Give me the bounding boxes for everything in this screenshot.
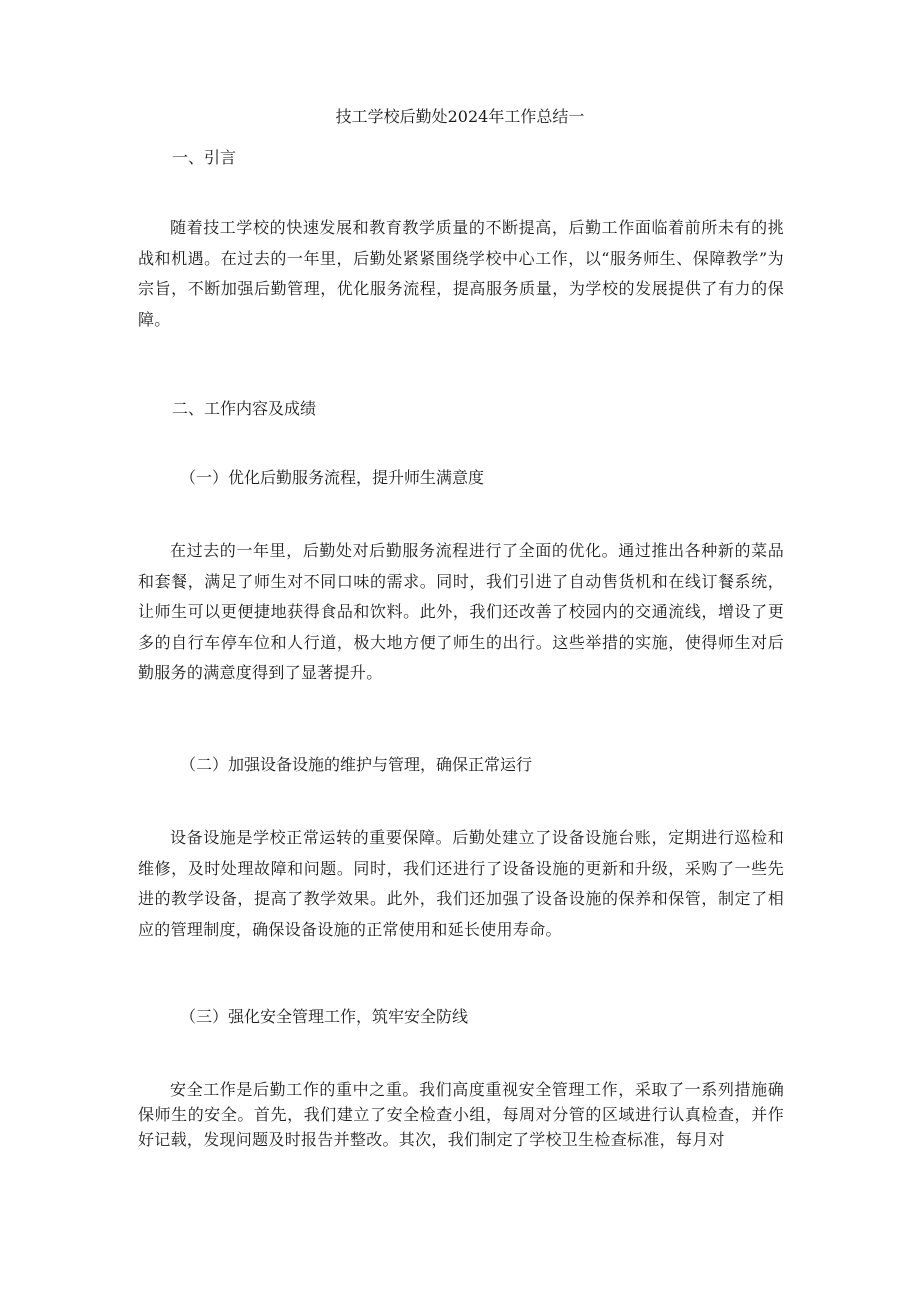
section-heading-introduction: 一、引言 <box>172 148 237 167</box>
section-heading-work-content: 二、工作内容及成绩 <box>172 399 317 418</box>
subsection-heading-service-process: （一）优化后勤服务流程，提升师生满意度 <box>180 468 485 487</box>
safety-management-paragraph: 安全工作是后勤工作的重中之重。我们高度重视安全管理工作，采取了一系列措施确保师生的安全。首先，我们建立了安全检查小组，每周对分管的区域进行认真检查，并作好记载，发现问题及时报告并整改。其次，我们制定了学校卫生检查标准，每月对 <box>138 1080 784 1149</box>
subsection-heading-facility-maintenance: （二）加强设备设施的维护与管理，确保正常运行 <box>180 755 533 774</box>
facility-maintenance-paragraph: 设备设施是学校正常运转的重要保障。后勤处建立了设备设施台账，定期进行巡检和维修，及时处理故障和问题。同时，我们还进行了设备设施的更新和升级，采购了一些先进的教学设备，提高了教学效果。此外，我们还加强了设备设施的保养和保管，制定了相应的管理制度，确保设备设施的正常使用和延长使用寿命。 <box>138 828 784 939</box>
document-title: 技工学校后勤处2024年工作总结一 <box>335 107 585 126</box>
subsection-heading-safety-management: （三）强化安全管理工作，筑牢安全防线 <box>180 1007 469 1026</box>
service-process-paragraph: 在过去的一年里，后勤处对后勤服务流程进行了全面的优化。通过推出各种新的菜品和套餐，满足了师生对不同口味的需求。同时，我们引进了自动售货机和在线订餐系统，让师生可以更便捷地获得食品和饮料。此外，我们还改善了校园内的交通流线，增设了更多的自行车停车位和人行道，极大地方便了师生的出行。这些举措的实施，使得师生对后勤服务的满意度得到了显著提升。 <box>138 541 784 682</box>
introduction-paragraph: 随着技工学校的快速发展和教育教学质量的不断提高，后勤工作面临着前所未有的挑战和机遇。在过去的一年里，后勤处紧紧围绕学校中心工作，以“服务师生、保障教学”为宗旨，不断加强后勤管理，优化服务流程，提高服务质量，为学校的发展提供了有力的保障。 <box>138 218 784 329</box>
